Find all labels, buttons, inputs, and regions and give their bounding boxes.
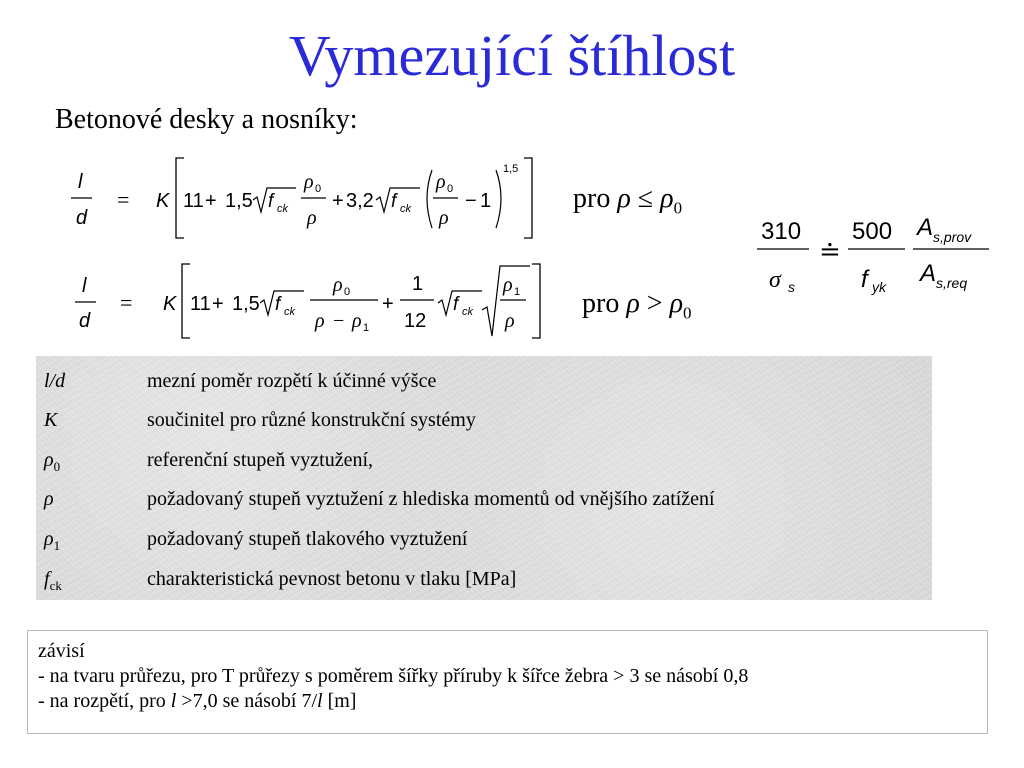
f1-k: K [156,190,170,212]
f2-cond-sub: 0 [683,303,692,323]
f2-lhs-den: d [79,310,91,332]
f3-fyk-sub: yk [872,279,886,295]
f3-a-req: A [920,260,937,287]
f1-c1: 11 [183,190,204,212]
formula-2 [60,258,560,348]
definition-text: součinitel pro různé konstrukční systémy [147,409,476,431]
f1-frac2-rho0-sub: 0 [447,183,454,195]
definition-text: charakteristická pevnost betonu v tlaku [MPa] [147,568,517,590]
f1-cond-rho0: ρ [660,183,674,214]
definition-symbol: l/d [44,370,66,392]
definition-symbol: ρ [44,488,54,510]
note-line-3: - na rozpětí, pro l >7,0 se násobí 7/l [m] [38,690,357,712]
f1-minus: − [465,190,477,212]
f2-frac1-rho1-sub: 1 [363,322,370,334]
f2-equals: = [120,290,133,315]
f2-frac2-rho: ρ [505,310,515,332]
f2-cond-rho: ρ [626,288,640,319]
f1-cond-op: ≤ [637,183,654,214]
f2-lhs-num: l [82,275,87,297]
f3-n2: 500 [852,218,893,245]
f2-c2: 1,5 [232,293,260,315]
f1-plus1: + [205,190,217,212]
definition-row [36,440,932,480]
definition-row [36,400,932,440]
f3-a-prov-sub: s,prov [933,229,972,245]
f2-one: 1 [412,273,424,295]
f1-lhs-den: d [76,207,88,229]
f2-frac1-rho0-sub: 0 [344,286,351,298]
f3-a-prov: A [917,214,934,241]
f1-fck1-sub: ck [277,203,288,215]
f2-frac2-rho1-sub: 1 [514,286,521,298]
note-line-1: závisí [38,640,85,662]
f1-one: 1 [480,190,492,212]
definition-text: mezní poměr rozpětí k účinné výšce [147,370,437,392]
f1-frac2-rho0: ρ [436,171,446,193]
f1-cond-rho: ρ [617,183,631,214]
f1-cond-sub: 0 [673,198,683,218]
f1-equals: = [117,187,130,212]
f1-frac1-rho: ρ [307,207,317,229]
definition-row [36,479,932,519]
f1-fck2-f: f [391,191,397,212]
f2-plus1: + [212,293,224,315]
f3-a-req-sub: s,req [936,275,968,291]
definition-symbol: K [44,409,58,431]
f2-plus2: + [382,293,394,315]
f2-k: K [163,293,177,315]
f1-exponent: 1,5 [503,163,519,175]
f3-fyk-f: f [861,266,868,293]
f1-frac1-rho0: ρ [304,171,314,193]
formula-1 [60,150,550,246]
f2-frac1-rho0: ρ [333,274,343,296]
f1-lhs-num: l [78,171,83,193]
f2-twelve: 12 [404,310,427,332]
f1-c2: 1,5 [225,190,253,212]
definition-text: požadovaný stupeň vyztužení z hlediska momentů od vnějšího zatížení [147,488,715,510]
f1-c3: 3,2 [346,190,374,212]
f2-c1: 11 [190,293,211,315]
f3-sigma: σ [769,267,781,293]
slide-subtitle: Betonové desky a nosníky: [55,104,358,135]
f2-frac2-rho1: ρ [503,274,513,296]
slide-title: Vymezující štíhlost [288,23,736,88]
f2-cond-pro: pro [582,288,620,319]
definition-row [36,519,932,559]
f2-fck2-f: f [453,294,459,315]
f1-plus2: + [332,190,344,212]
f2-fck1-f: f [275,294,281,315]
f2-fck2-sub: ck [462,306,473,318]
formula-2-condition [582,288,692,324]
f1-frac2-rho: ρ [439,207,449,229]
definition-symbol: $\rho_1$ [44,528,61,553]
definition-row [36,361,932,401]
definition-symbol: $f_{ck}$ [44,568,62,593]
f2-cond-rho0: ρ [669,288,684,319]
f3-sigma-sub: s [788,279,795,295]
f3-n1: 310 [761,218,802,245]
f2-frac1-rho: ρ [315,310,325,332]
f1-fck2-sub: ck [400,203,411,215]
f1-frac1-rho0-sub: 0 [315,183,322,195]
f1-cond-pro: pro [573,183,611,214]
definition-row [36,559,932,599]
f2-frac1-rho1: ρ [352,310,362,332]
definitions-box [36,356,932,600]
definition-text: referenční stupeň vyztužení, [147,449,374,471]
definition-symbol: $\rho_0$ [44,449,61,474]
formula-3 [755,205,1000,300]
f2-cond-op: > [646,288,663,319]
f1-fck1-f: f [268,191,274,212]
formula-1-condition [573,183,682,219]
f2-fck1-sub: ck [284,306,295,318]
definition-text: požadovaný stupeň tlakového vyztužení [147,528,468,550]
f3-approx: ≐ [819,237,841,266]
f2-frac1-minus: − [333,310,345,332]
note-line-2: - na tvaru průřezu, pro T průřezy s poměrem šířky příruby k šířce žebra > 3 se násobí 0,8 [38,665,749,687]
note-box [27,630,988,734]
